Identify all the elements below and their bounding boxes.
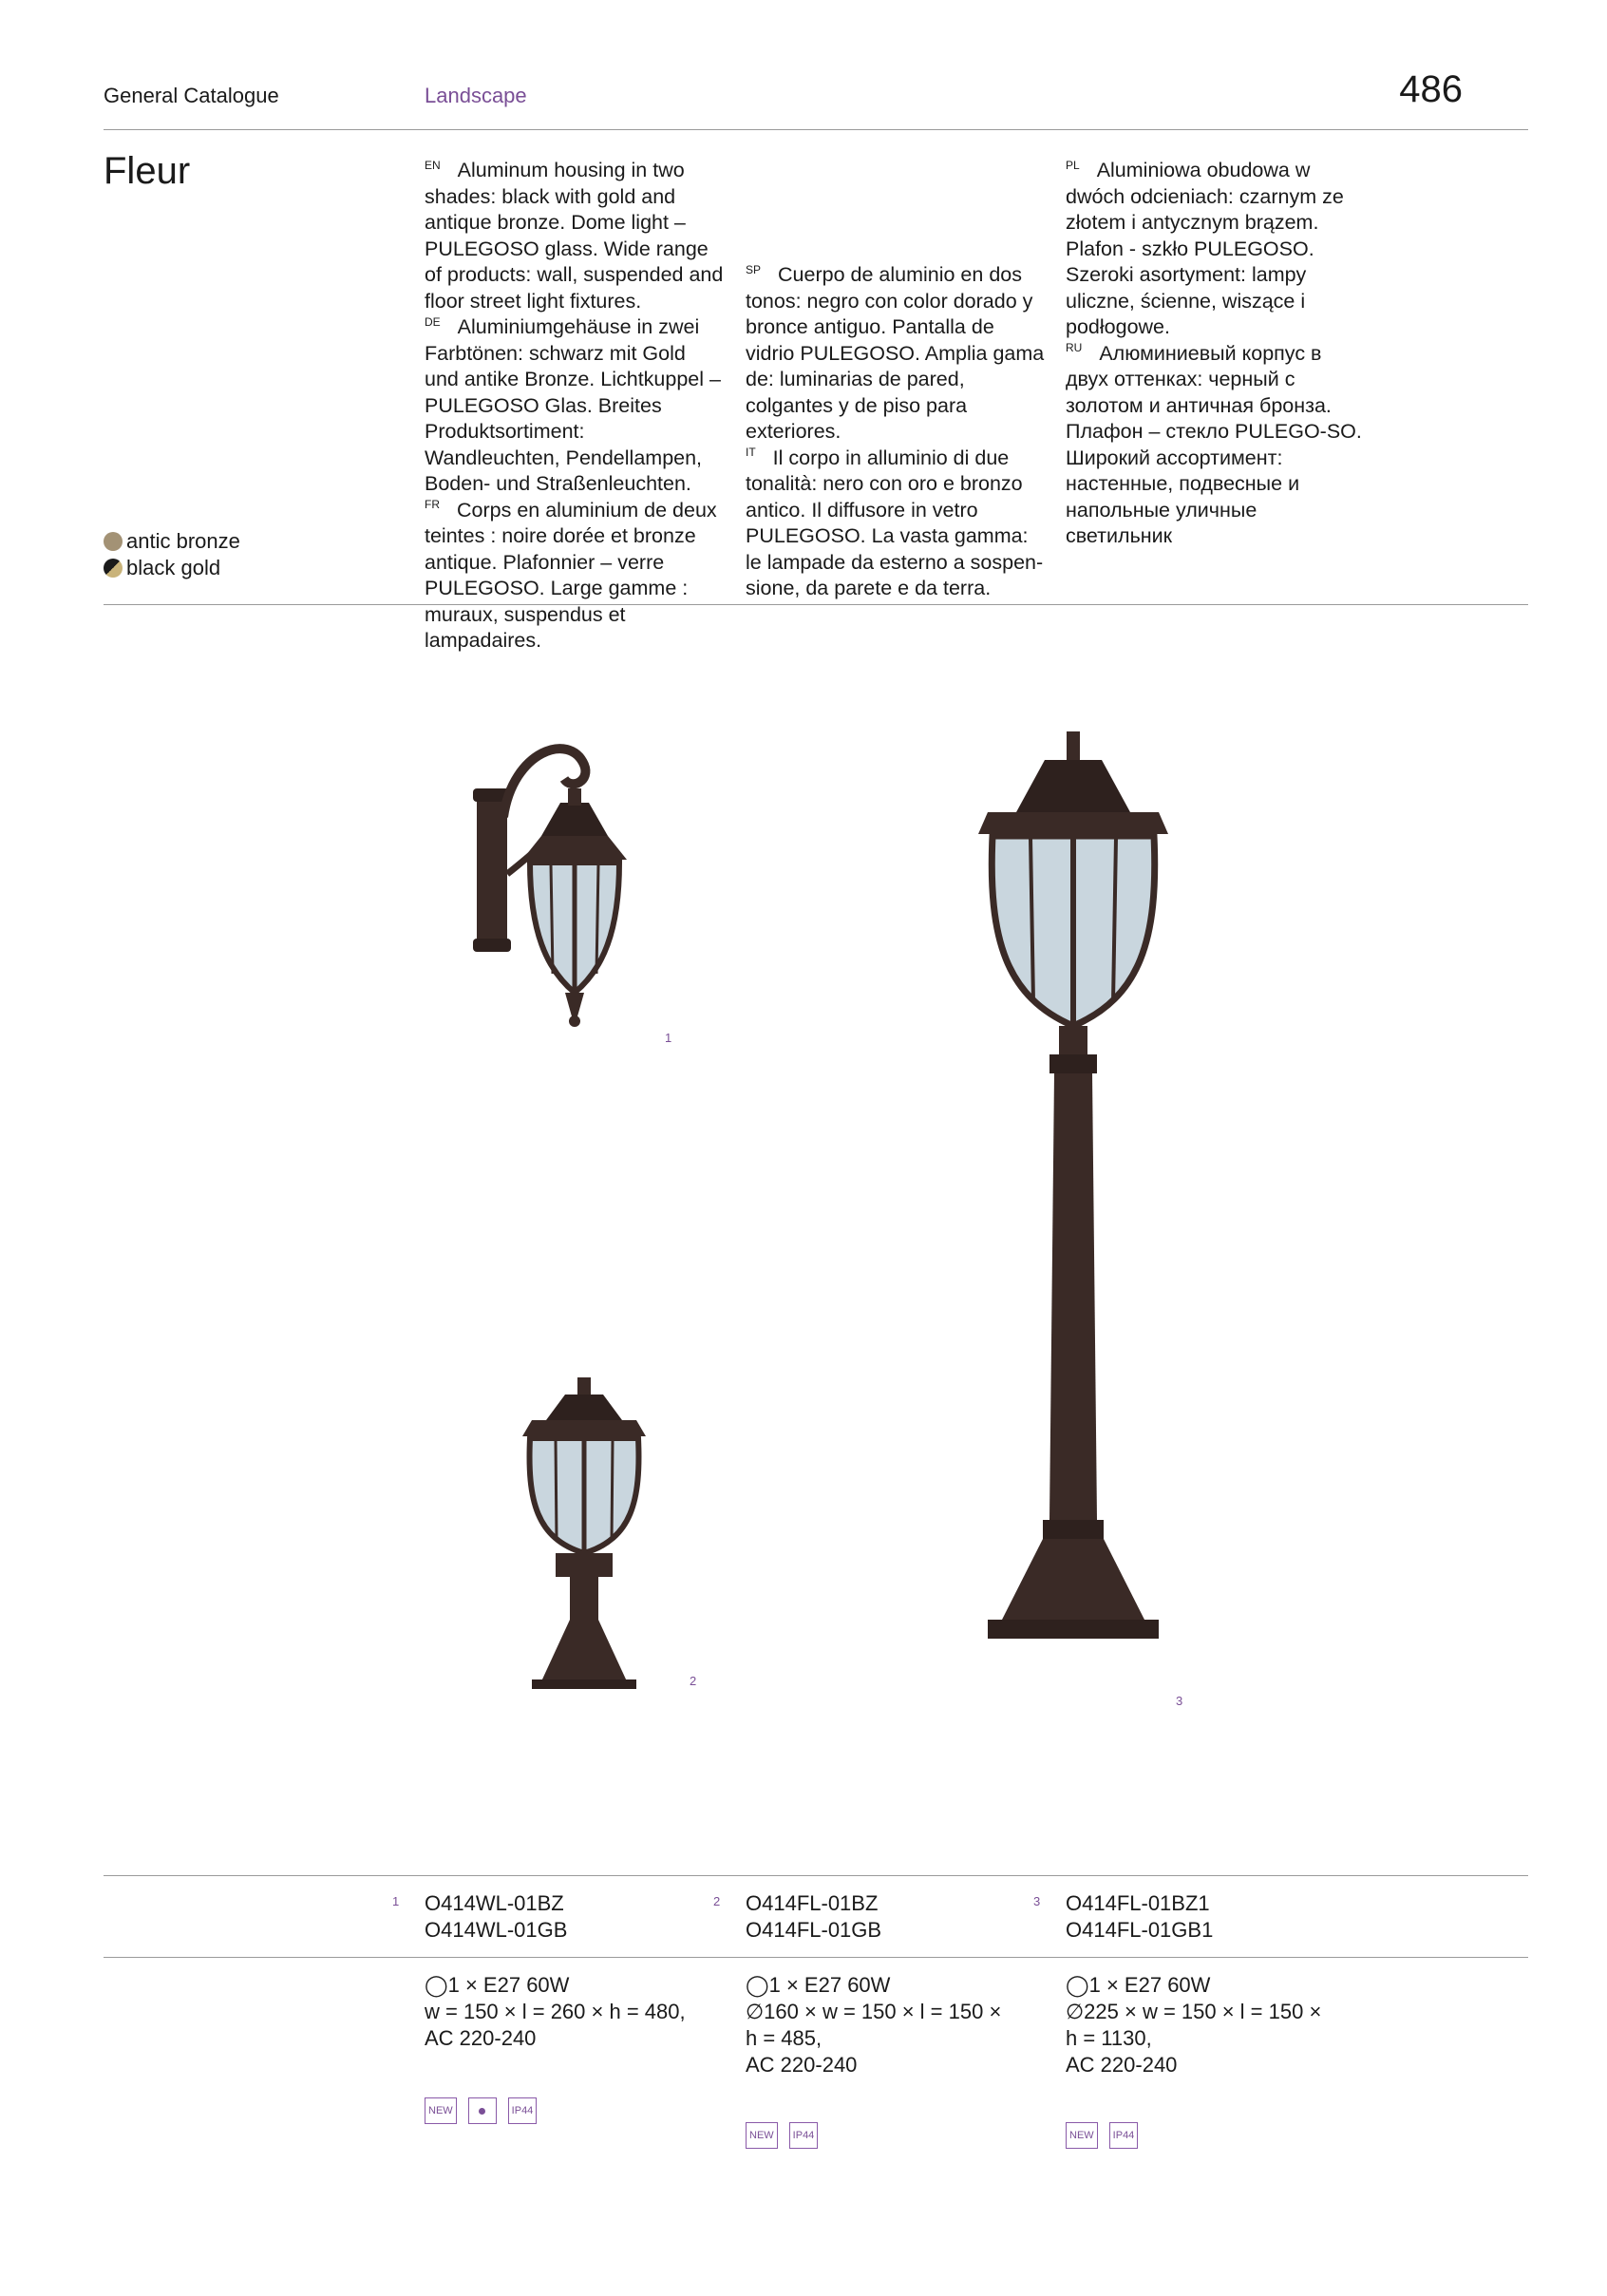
product-badges-3 — [1066, 2122, 1138, 2149]
product-title: Fleur — [104, 150, 191, 192]
product-code[interactable]: O414WL-01GB — [425, 1918, 568, 1942]
product-code[interactable]: O414FL-01GB — [746, 1918, 882, 1942]
product-code[interactable]: O414FL-01BZ — [746, 1891, 879, 1915]
product-code[interactable]: O414FL-01BZ1 — [1066, 1891, 1210, 1915]
figure-label-3: 3 — [1176, 1694, 1183, 1708]
product-code[interactable]: O414FL-01GB1 — [1066, 1918, 1214, 1942]
dot-icon — [479, 2108, 485, 2115]
description-sp: $^{SP}$ Cuerpo de aluminio en dos tonos: negro con color dorado y bronce antiguo. Pantalla de vidrio PULEGOSO. Amplia gama de: luminarias de pared, colgantes y de piso para exteriores. — [746, 262, 1045, 443]
bulb-icon: ◯ — [1066, 1973, 1089, 1997]
products-top-divider — [104, 1875, 1528, 1876]
ip44-badge: IP44 — [789, 2122, 819, 2149]
product-spec-1: ◯1 × E27 60W w = 150 × l = 260 × h = 480, AC 220-240 — [425, 1973, 686, 2050]
ip44-badge: IP44 — [508, 2097, 538, 2124]
product-codes-1 — [425, 1890, 567, 1944]
description-it: $^{IT}$ Il corpo in alluminio di due tonalità: nero con oro e bronzo antico. Il diffusore in vetro PULEGOSO. La vasta gamma: le lampade da esterno a sospen-sione, da parete e da terra. — [746, 446, 1044, 599]
ip44-badge: IP44 — [1109, 2122, 1139, 2149]
product-badges-1 — [425, 2097, 537, 2124]
product-index-2: 2 — [713, 1894, 721, 1908]
description-divider — [104, 604, 1528, 605]
product-index-1: 1 — [392, 1894, 400, 1908]
product-code[interactable]: O414WL-01BZ — [425, 1891, 564, 1915]
product-badges-2 — [746, 2122, 818, 2149]
product-spec-2: ◯1 × E27 60W ∅160 × w = 150 × l = 150 × h = 485, AC 220-240 — [746, 1973, 1002, 2077]
wall-lantern-image — [465, 731, 674, 1045]
description-column-2 — [746, 158, 1045, 602]
color-options — [104, 528, 240, 581]
color-option-antic-bronze[interactable]: antic bronze — [104, 528, 240, 555]
section-title[interactable]: Landscape — [425, 84, 527, 107]
new-badge: NEW — [746, 2122, 778, 2149]
description-de: $^{DE}$ Aluminiumgehäuse in zwei Farbtönen: schwarz mit Gold und antike Bronze. Lichtkuppel – PULEGOSO Glas. Breites Produktsortiment: Wandleuchten, Pendellampen, Boden- und Straßenleuchten. — [425, 314, 721, 495]
description-column-3 — [1066, 158, 1365, 550]
product-codes-2 — [746, 1890, 881, 1944]
description-en: $^{EN}$ Aluminum housing in two shades: black with gold and antique bronze. Dome light – PULEGOSO glass. Wide range of products: wall, suspended and floor street light fixtures. — [425, 158, 724, 313]
pedestal-lantern-image — [513, 1377, 655, 1691]
page-number: 486 — [1399, 68, 1463, 110]
description-pl: $^{PL}$ Aluminiowa obudowa w dwóch odcieniach: czarnym ze złotem i antycznym brązem. Plafon - szkło PULEGOSO. Szeroki asortyment: lampy uliczne, ścienne, wiszące i podłogowe. — [1066, 158, 1344, 338]
new-badge: NEW — [1066, 2122, 1098, 2149]
bulb-icon: ◯ — [425, 1973, 448, 1997]
figure-label-1: 1 — [665, 1031, 672, 1045]
header-divider — [104, 129, 1528, 130]
description-fr: $^{FR}$ Corps en aluminium de deux teintes : noire dorée et bronze antique. Plafonnier – verre PULEGOSO. Large gamme : muraux, suspendus et lampadaires. — [425, 498, 717, 652]
black-gold-swatch-icon — [104, 559, 123, 578]
bronze-swatch-icon — [104, 532, 123, 551]
new-badge: NEW — [425, 2097, 457, 2124]
product-index-3: 3 — [1033, 1894, 1041, 1908]
bulb-icon: ◯ — [746, 1973, 769, 1997]
catalogue-title: General Catalogue — [104, 84, 279, 107]
product-codes-3 — [1066, 1890, 1213, 1944]
figure-label-2: 2 — [690, 1674, 697, 1688]
product-spec-3: ◯1 × E27 60W ∅225 × w = 150 × l = 150 × h = 1130, AC 220-240 — [1066, 1973, 1322, 2077]
description-column-1 — [425, 158, 724, 655]
post-lantern-image — [978, 731, 1168, 1672]
color-option-black-gold[interactable]: black gold — [104, 555, 240, 581]
dot-badge — [468, 2097, 497, 2124]
description-ru: $^{RU}$ Алюминиевый корпус в двух оттенках: черный с золотом и античная бронза. Плафон – стекло PULEGO-SO. Широкий ассортимент: настенные, подвесные и напольные уличные светильник — [1066, 341, 1362, 547]
products-mid-divider — [104, 1957, 1528, 1958]
